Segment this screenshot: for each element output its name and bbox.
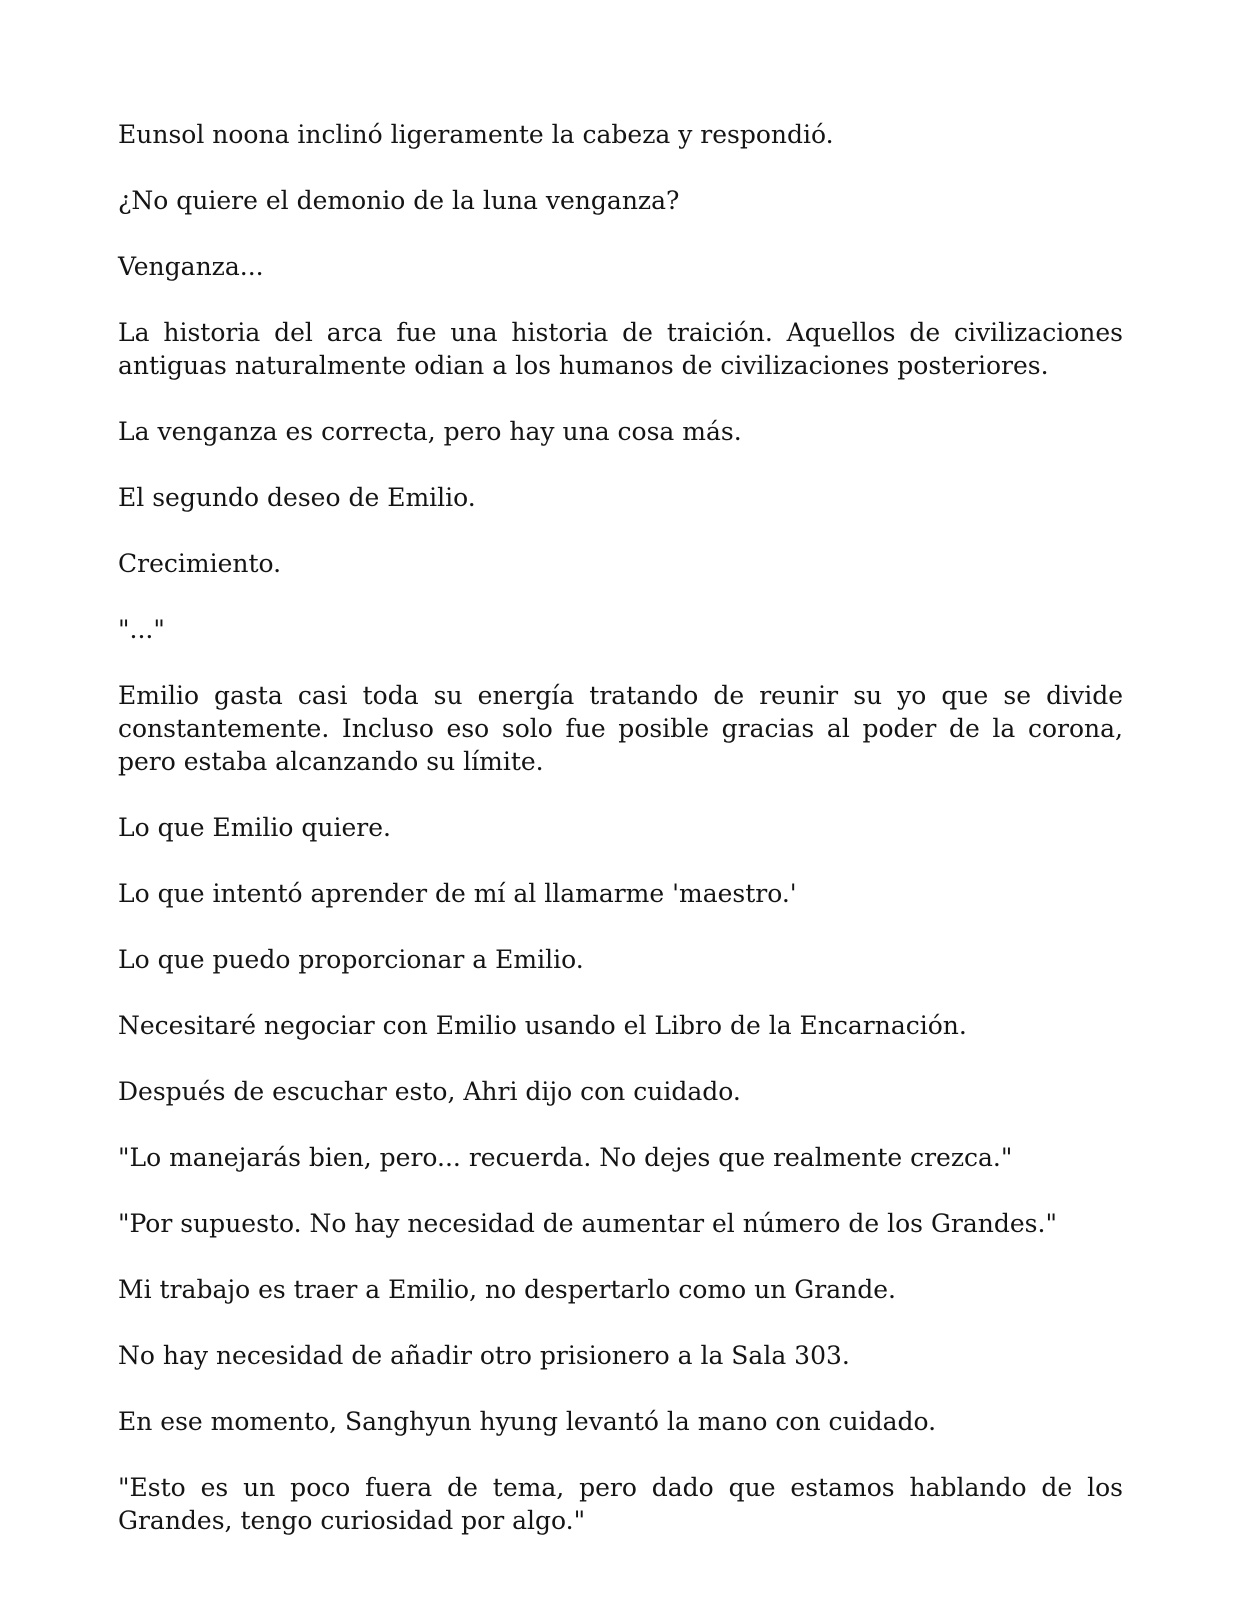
paragraph: "Esto es un poco fuera de tema, pero dado que estamos hablando de los Grandes, tengo curiosidad por algo." — [118, 1473, 1123, 1535]
paragraph: La venganza es correcta, pero hay una cosa más. — [118, 417, 742, 446]
paragraph: Eunsol noona inclinó ligeramente la cabeza y respondió. — [118, 120, 834, 149]
paragraph: ¿No quiere el demonio de la luna venganza? — [118, 186, 680, 215]
paragraph: El segundo deseo de Emilio. — [118, 483, 476, 512]
document-body — [118, 118, 1123, 1570]
paragraph: Mi trabajo es traer a Emilio, no despertarlo como un Grande. — [118, 1275, 896, 1304]
paragraph: No hay necesidad de añadir otro prisionero a la Sala 303. — [118, 1341, 850, 1370]
paragraph: En ese momento, Sanghyun hyung levantó la mano con cuidado. — [118, 1407, 937, 1436]
paragraph: Lo que puedo proporcionar a Emilio. — [118, 945, 584, 974]
paragraph: Lo que intentó aprender de mí al llamarme 'maestro.' — [118, 879, 797, 908]
paragraph: La historia del arca fue una historia de traición. Aquellos de civilizaciones antiguas naturalmente odian a los humanos de civilizaciones posteriores. — [118, 318, 1123, 380]
paragraph: "Lo manejarás bien, pero... recuerda. No dejes que realmente crezca." — [118, 1143, 1013, 1172]
paragraph: Después de escuchar esto, Ahri dijo con cuidado. — [118, 1077, 741, 1106]
paragraph: "Por supuesto. No hay necesidad de aumentar el número de los Grandes." — [118, 1209, 1057, 1238]
paragraph: Lo que Emilio quiere. — [118, 813, 391, 842]
paragraph: Necesitaré negociar con Emilio usando el Libro de la Encarnación. — [118, 1011, 967, 1040]
paragraph: "..." — [118, 615, 165, 644]
paragraph: Emilio gasta casi toda su energía tratando de reunir su yo que se divide constantemente. Incluso eso solo fue posible gracias al poder de la corona, pero estaba alcanzando su límite. — [118, 681, 1123, 776]
paragraph: Crecimiento. — [118, 549, 282, 578]
paragraph: Venganza... — [118, 252, 264, 281]
